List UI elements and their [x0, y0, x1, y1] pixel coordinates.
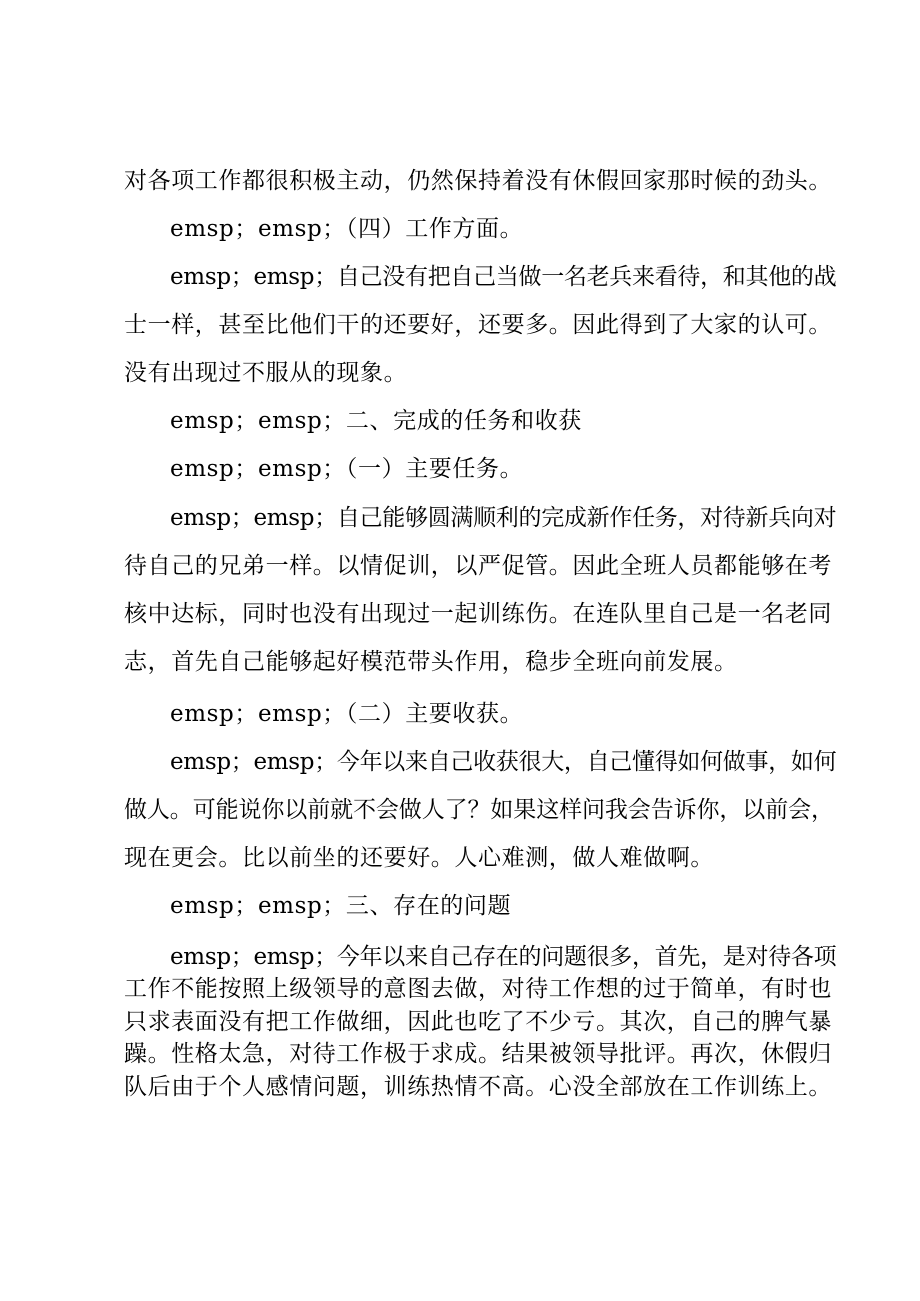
text-line: emsp；emsp；自己能够圆满顺利的完成新作任务，对待新兵向对 [170, 505, 837, 531]
section-heading: emsp；emsp；二、完成的任务和收获 [170, 408, 582, 434]
text-line: 队后由于个人感情问题，训练热情不高。心没全部放在工作训练上。 [124, 1074, 832, 1100]
text-line: 志，首先自己能够起好模范带头作用，稳步全班向前发展。 [124, 649, 738, 675]
text-line: 核中达标，同时也没有出现过一起训练伤。在连队里自己是一名老同 [124, 601, 832, 627]
text-line: 对各项工作都很积极主动，仍然保持着没有休假回家那时候的劲头。 [124, 168, 832, 194]
text-line: 工作不能按照上级领导的意图去做，对待工作想的过于简单，有时也 [124, 976, 832, 1002]
section-heading: emsp；emsp；三、存在的问题 [170, 893, 512, 919]
text-line: 没有出现过不服从的现象。 [124, 360, 408, 386]
text-line: 待自己的兄弟一样。以情促训，以严促管。因此全班人员都能够在考 [124, 553, 832, 579]
text-line: 做人。可能说你以前就不会做人了？如果这样问我会告诉你，以前会， [124, 797, 834, 823]
text-line: 躁。性格太急，对待工作极于求成。结果被领导批评。再次，休假归 [124, 1041, 832, 1067]
text-line: emsp；emsp；今年以来自己收获很大，自己懂得如何做事，如何 [170, 749, 837, 775]
text-line: 只求表面没有把工作做细，因此也吃了不少亏。其次，自己的脾气暴 [124, 1009, 832, 1035]
text-line: 士一样，甚至比他们干的还要好，还要多。因此得到了大家的认可。 [124, 312, 832, 338]
section-heading: emsp；emsp；（一）主要任务。 [170, 456, 524, 482]
text-line: emsp；emsp；自己没有把自己当做一名老兵来看待，和其他的战 [170, 264, 837, 290]
section-heading: emsp；emsp；（四）工作方面。 [170, 216, 524, 242]
text-line: 现在更会。比以前坐的还要好。人心难测，做人难做啊。 [124, 845, 714, 871]
text-line: emsp；emsp；今年以来自己存在的问题很多，首先，是对待各项 [170, 944, 837, 970]
section-heading: emsp；emsp；（二）主要收获。 [170, 701, 524, 727]
